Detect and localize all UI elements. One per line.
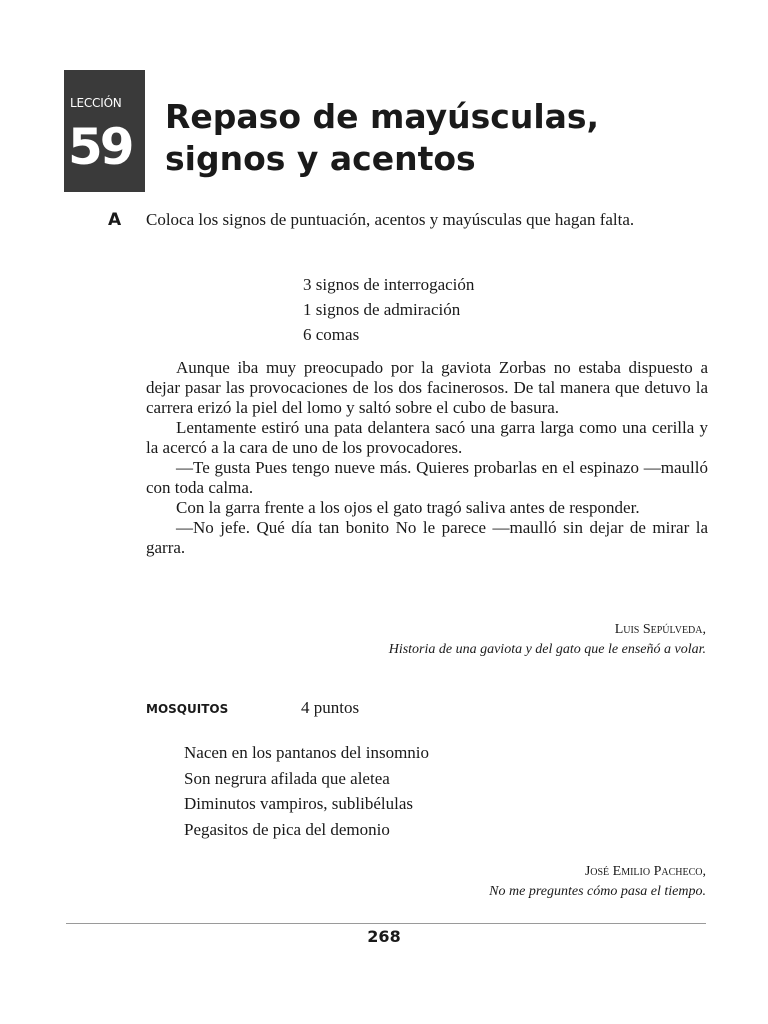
passage-paragraph: Lentamente estiró una pata delantera sacó una garra larga como una cerilla y la acercó a la cara de uno de los provocadores. bbox=[146, 418, 708, 457]
poem-lines bbox=[184, 740, 429, 842]
passage-paragraph: Con la garra frente a los ojos el gato tragó saliva antes de responder. bbox=[176, 498, 640, 517]
page-title bbox=[165, 96, 599, 180]
citation-author: José Emilio Pacheco, bbox=[584, 864, 706, 879]
count-admiration: 1 signos de admiración bbox=[303, 300, 461, 319]
citation-work: Historia de una gaviota y del gato que le enseñó a volar. bbox=[388, 642, 706, 657]
mark-counts bbox=[303, 272, 474, 347]
citation-work: No me preguntes cómo pasa el tiempo. bbox=[489, 884, 706, 899]
poem-line: Pegasitos de pica del demonio bbox=[184, 819, 390, 839]
poem-title: MOSQUITOS bbox=[146, 702, 229, 716]
passage-paragraph: —Te gusta Pues tengo nueve más. Quieres probarlas en el espinazo —maulló con toda calma. bbox=[146, 458, 708, 497]
count-commas: 6 comas bbox=[303, 325, 360, 344]
citation-1 bbox=[389, 620, 706, 660]
poem-line: Nacen en los pantanos del insomnio bbox=[184, 743, 430, 762]
poem-header bbox=[146, 698, 359, 718]
title-line-1: Repaso de mayúsculas, bbox=[165, 97, 600, 136]
citation-2 bbox=[489, 862, 706, 902]
passage-paragraph: —No jefe. Qué día tan bonito No le parece —maulló sin dejar de mirar la garra. bbox=[146, 518, 708, 557]
count-interrogation: 3 signos de interrogación bbox=[303, 275, 475, 294]
citation-author: Luis Sepúlveda, bbox=[614, 622, 706, 637]
section-letter: A bbox=[108, 210, 122, 230]
lesson-number: 59 bbox=[68, 118, 132, 176]
page-number: 268 bbox=[367, 927, 401, 946]
footer-divider bbox=[66, 923, 706, 924]
lesson-badge bbox=[64, 70, 145, 192]
passage-paragraph: Aunque iba muy preocupado por la gaviota Zorbas no estaba dispuesto a dejar pasar las provocaciones de los dos facinerosos. De tal manera que detuvo la carrera erizó la piel del lomo y saltó sobre el cubo de basura. bbox=[146, 358, 708, 417]
exercise-instruction: Coloca los signos de puntuación, acentos y mayúsculas que hagan falta. bbox=[146, 210, 635, 229]
lesson-label: LECCIÓN bbox=[70, 96, 122, 110]
poem-line: Diminutos vampiros, sublibélulas bbox=[184, 794, 414, 813]
title-line-2: signos y acentos bbox=[165, 139, 476, 178]
poem-line: Son negrura afilada que aletea bbox=[184, 768, 390, 788]
passage bbox=[146, 358, 708, 558]
poem-points: 4 puntos bbox=[301, 698, 360, 717]
